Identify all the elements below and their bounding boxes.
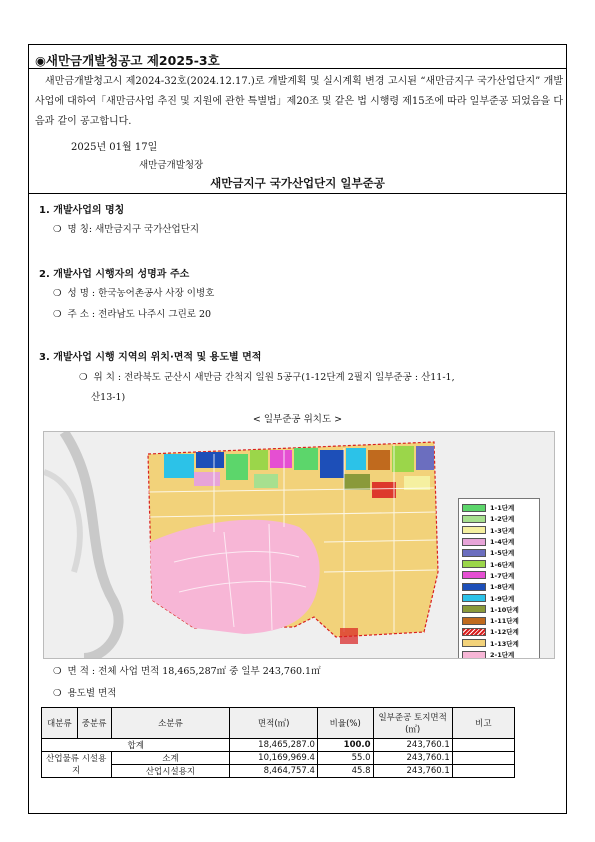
legend-label: 2-1단계 xyxy=(490,651,515,659)
legend-swatch xyxy=(462,504,486,512)
legend-item xyxy=(462,547,536,558)
subtotal-partial: 243,760.1 xyxy=(373,752,452,765)
legend-item xyxy=(462,638,536,649)
bullet-icon: ❍ xyxy=(53,288,62,299)
legend-label: 1-9단계 xyxy=(490,594,515,603)
usage-line xyxy=(53,685,116,699)
legend-label: 1-4단계 xyxy=(490,538,515,547)
section-3-item-location-cont: 산13-1) xyxy=(91,392,126,403)
subtotal-ratio: 55.0 xyxy=(317,752,373,765)
legend-label: 1-11단계 xyxy=(490,617,519,626)
header-ratio: 비율(%) xyxy=(317,708,373,739)
row-remarks xyxy=(452,765,514,778)
section-2-title: 2. 개발사업 시행자의 성명과 주소 xyxy=(39,269,190,280)
legend-swatch xyxy=(462,605,486,613)
legend-swatch xyxy=(462,571,486,579)
notice-title: ◉새만금개발청공고 제2025-3호 xyxy=(35,53,220,68)
intro-paragraph: 새만금개발청고시 제2024-32호(2024.12.17.)로 개발계획 및 실시계획 변경 고시된 “새만금지구 국가산업단지” 개발 사업에 대하여「새만금사업 추진 및 지원에 관한 특별법」제20조 및 같은 법 시행령 제15조에 따라 일부준공 되었음을 다음과 같이 공고합니다. xyxy=(35,76,563,127)
section-2-item-address xyxy=(53,306,211,320)
subtotal-remarks xyxy=(452,752,514,765)
legend-swatch xyxy=(462,583,486,591)
header-major: 대분류 xyxy=(42,708,78,739)
legend-item xyxy=(462,592,536,603)
legend-item xyxy=(462,570,536,581)
legend-item xyxy=(462,513,536,524)
notice-page xyxy=(28,44,567,814)
legend-label: 1-3단계 xyxy=(490,526,515,535)
legend-item xyxy=(462,615,536,626)
item-text: 명 칭: 새만금지구 국가산업단지 xyxy=(67,224,200,235)
total-remarks xyxy=(452,739,514,752)
map-legend xyxy=(458,498,540,659)
bullet-icon: ❍ xyxy=(53,666,62,677)
bullet-icon: ❍ xyxy=(79,372,88,383)
row-ratio: 45.8 xyxy=(317,765,373,778)
section-1-item xyxy=(53,221,199,235)
table-row-subtotal xyxy=(42,752,515,765)
header-area: 면적(㎡) xyxy=(230,708,318,739)
legend-label: 1-6단계 xyxy=(490,560,515,569)
legend-label: 1-5단계 xyxy=(490,549,515,558)
row-area: 8,464,757.4 xyxy=(230,765,318,778)
location-map xyxy=(43,431,555,659)
legend-label: 1-1단계 xyxy=(490,504,515,513)
item-text: 용도별 면적 xyxy=(67,688,117,699)
item-text: 성 명 : 한국농어촌공사 사장 이병호 xyxy=(67,288,215,299)
section-2-item-name xyxy=(53,285,214,299)
bullet-icon: ❍ xyxy=(53,309,62,320)
subtotal-area: 10,169,969.4 xyxy=(230,752,318,765)
notice-date: 2025년 01월 17일 xyxy=(71,142,158,153)
bullet-icon: ❍ xyxy=(53,224,62,235)
legend-label: 1-13단계 xyxy=(490,639,519,648)
item-text: 주 소 : 전라남도 나주시 그린로 20 xyxy=(67,309,212,320)
header-minor: 소분류 xyxy=(111,708,230,739)
legend-swatch xyxy=(462,549,486,557)
legend-item xyxy=(462,604,536,615)
legend-label: 1-7단계 xyxy=(490,571,515,580)
bullet-icon: ❍ xyxy=(53,688,62,699)
subtotal-label: 소계 xyxy=(111,752,230,765)
issuer: 새만금개발청장 xyxy=(139,160,204,171)
legend-label: 1-12단계 xyxy=(490,628,519,637)
table-header-row xyxy=(42,708,515,739)
legend-label: 1-2단계 xyxy=(490,515,515,524)
header-partial-area: 일부준공 토지면적(㎡) xyxy=(373,708,452,739)
table-row-total xyxy=(42,739,515,752)
legend-swatch xyxy=(462,639,486,647)
total-ratio: 100.0 xyxy=(317,739,373,752)
legend-swatch xyxy=(462,628,486,636)
total-partial: 243,760.1 xyxy=(373,739,452,752)
title-divider xyxy=(29,68,566,69)
section-1-title: 1. 개발사업의 명칭 xyxy=(39,205,125,216)
legend-item xyxy=(462,536,536,547)
legend-item xyxy=(462,502,536,513)
total-area: 18,465,287.0 xyxy=(230,739,318,752)
total-label: 합계 xyxy=(42,739,230,752)
legend-item xyxy=(462,525,536,536)
legend-item xyxy=(462,558,536,569)
table-row-industrial xyxy=(42,765,515,778)
legend-swatch xyxy=(462,526,486,534)
header-remarks: 비고 xyxy=(452,708,514,739)
item-text: 면 적 : 전체 사업 면적 18,465,287㎡ 중 일부 243,760.1㎡ xyxy=(67,666,321,677)
legend-label: 1-8단계 xyxy=(490,583,515,592)
legend-item xyxy=(462,626,536,637)
section-3-item-location xyxy=(79,369,455,383)
legend-swatch xyxy=(462,515,486,523)
legend-swatch xyxy=(462,560,486,568)
legend-item xyxy=(462,581,536,592)
legend-swatch xyxy=(462,594,486,602)
header-middle: 중분류 xyxy=(77,708,111,739)
legend-swatch xyxy=(462,538,486,546)
row-partial: 243,760.1 xyxy=(373,765,452,778)
legend-swatch xyxy=(462,617,486,625)
legend-swatch xyxy=(462,651,486,659)
section-3-title: 3. 개발사업 시행 지역의 위치·면적 및 용도별 면적 xyxy=(39,352,262,363)
item-text: 위 치 : 전라북도 군산시 새만금 간척지 일원 5공구(1-12단계 2필지 일부준공 : 산11-1, xyxy=(93,372,455,383)
legend-item xyxy=(462,649,536,659)
row-label: 산업시설용지 xyxy=(111,765,230,778)
document-heading: 새만금지구 국가산업단지 일부준공 xyxy=(210,176,385,190)
map-caption: < 일부준공 위치도 > xyxy=(252,414,343,425)
group-label: 산업물류 시설용지 xyxy=(42,752,112,778)
heading-divider xyxy=(29,193,566,194)
land-use-table xyxy=(41,707,515,778)
area-line xyxy=(53,663,321,677)
legend-label: 1-10단계 xyxy=(490,605,519,614)
